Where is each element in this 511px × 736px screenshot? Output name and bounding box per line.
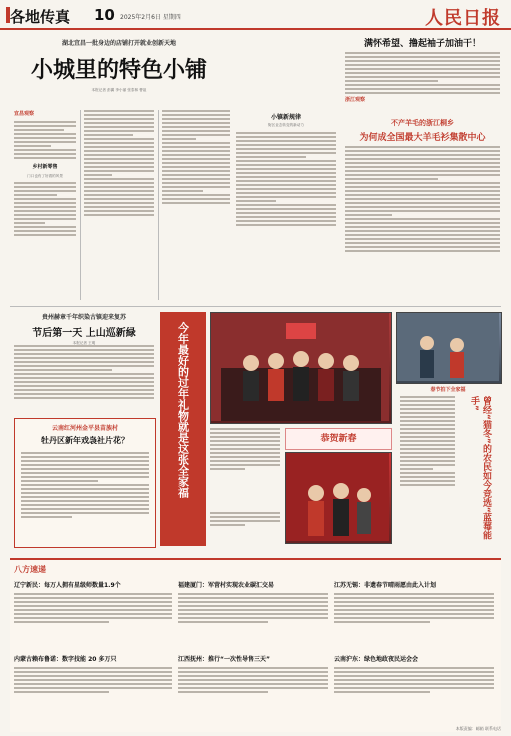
- column-divider: [80, 110, 81, 300]
- zhejiang-tag: 浙江观察: [345, 97, 366, 103]
- lead-headline: 小城里的特色小铺: [30, 58, 207, 83]
- news-item: [334, 580, 494, 650]
- urban-subheadline: 街区业态转变的新动力: [268, 123, 304, 127]
- column-divider: [158, 110, 159, 300]
- market-body: [345, 52, 500, 110]
- ribbon-text: 恭贺新春: [320, 434, 357, 444]
- news-item-title: 内蒙古赖布鲁诺：数字技能 20 多万只: [14, 656, 117, 663]
- page-header: [0, 0, 511, 30]
- urban-story: [236, 112, 336, 302]
- bottom-news-band: [10, 558, 501, 732]
- lead-column-2: [84, 110, 154, 300]
- news-item-title: 福建厦门：军营村实现农业碳汇交易: [178, 582, 275, 589]
- news-item-title: 云南沪东：绿色地政夜民运会会: [334, 656, 419, 663]
- news-item: [178, 654, 328, 724]
- news-item: [14, 654, 172, 724]
- zhejiang-headline: 为何成全国最大羊毛衫集散中心: [359, 133, 486, 143]
- photo-caption-bottom: [210, 512, 280, 548]
- lead-byline: 本报记者 彭翼 李小丽 张泰林 曹祖: [91, 88, 147, 92]
- family-photo-figures: [211, 313, 389, 421]
- guizhou-byline: 本报记者 王明: [72, 341, 96, 345]
- market-headline: 满怀希望、撸起袖子加油干！: [363, 39, 481, 49]
- news-item-title: 江西抚州：推行“一次性导售三天”: [178, 656, 270, 663]
- section-label: 宜昌观察: [14, 111, 35, 117]
- inset-story: [14, 418, 156, 548]
- second-photo: [285, 452, 392, 544]
- footer-contact: 本版责编：邮箱 联系电话: [455, 726, 501, 731]
- right-headline: 曾经“猫冬”的农民如今竞选“蓝莓能手”: [469, 396, 491, 540]
- band-label: 八方速递: [14, 565, 46, 574]
- market-story: [345, 36, 500, 49]
- zhejiang-story-header: [345, 118, 500, 143]
- newspaper-masthead: 人民日报: [425, 8, 501, 29]
- page-number: 10: [94, 6, 115, 24]
- lead-story-header: [14, 38, 224, 93]
- news-item-title: 辽宁新民：每万人拥有星级师数量1.9个: [14, 582, 121, 589]
- right-photo: [396, 312, 502, 384]
- section-divider: [10, 306, 501, 307]
- photo-caption-left: [210, 428, 280, 508]
- guizhou-headline: 节后第一天 上山巡新緑: [32, 328, 136, 339]
- second-photo-figures: [286, 453, 389, 541]
- zhejiang-kicker: 不产羊毛的浙江桐乡: [391, 119, 454, 127]
- right-story-body: [400, 396, 455, 546]
- inset-kicker: 云南红河州金平县苗族村: [51, 425, 118, 432]
- zhejiang-body: [345, 146, 500, 306]
- lead-column-3: [162, 110, 230, 300]
- news-item: [14, 580, 172, 650]
- right-vertical-headline: [460, 396, 500, 546]
- vertical-banner-text: 今年最好的过年礼物就是这张全家福: [176, 322, 190, 498]
- countryside-sub: 门口也有了好看的风景: [27, 174, 63, 178]
- new-year-ribbon: [285, 428, 392, 450]
- section-title: 各地传真: [10, 8, 71, 26]
- inset-headline: 牡丹区新年戏袅社片花？: [41, 436, 129, 445]
- right-photo-figures: [397, 313, 499, 381]
- guizhou-story-header: [14, 312, 154, 346]
- family-photo: [210, 312, 392, 424]
- issue-date: 2025年2月6日 星期四: [120, 14, 181, 21]
- lead-column-1: [14, 110, 76, 300]
- urban-headline: 小镇新规律: [270, 114, 301, 121]
- guizhou-kicker: 贵州赫章千年织染古镇迎来复苏: [41, 314, 126, 321]
- right-story-header: [396, 386, 500, 393]
- countryside-heading: 乡村新零售: [32, 164, 58, 170]
- news-item: [178, 580, 328, 650]
- guizhou-body: [14, 345, 154, 415]
- lead-kicker: 湖北宜昌一批身边的店铺打开就业创新天地: [61, 40, 176, 47]
- news-item-title: 江苏无锡：非遗春节晴雨愿由此入计划: [334, 582, 437, 589]
- vertical-banner: [160, 312, 206, 546]
- right-caption-title: 春节拍下全家福: [430, 387, 466, 393]
- news-item: [334, 654, 494, 724]
